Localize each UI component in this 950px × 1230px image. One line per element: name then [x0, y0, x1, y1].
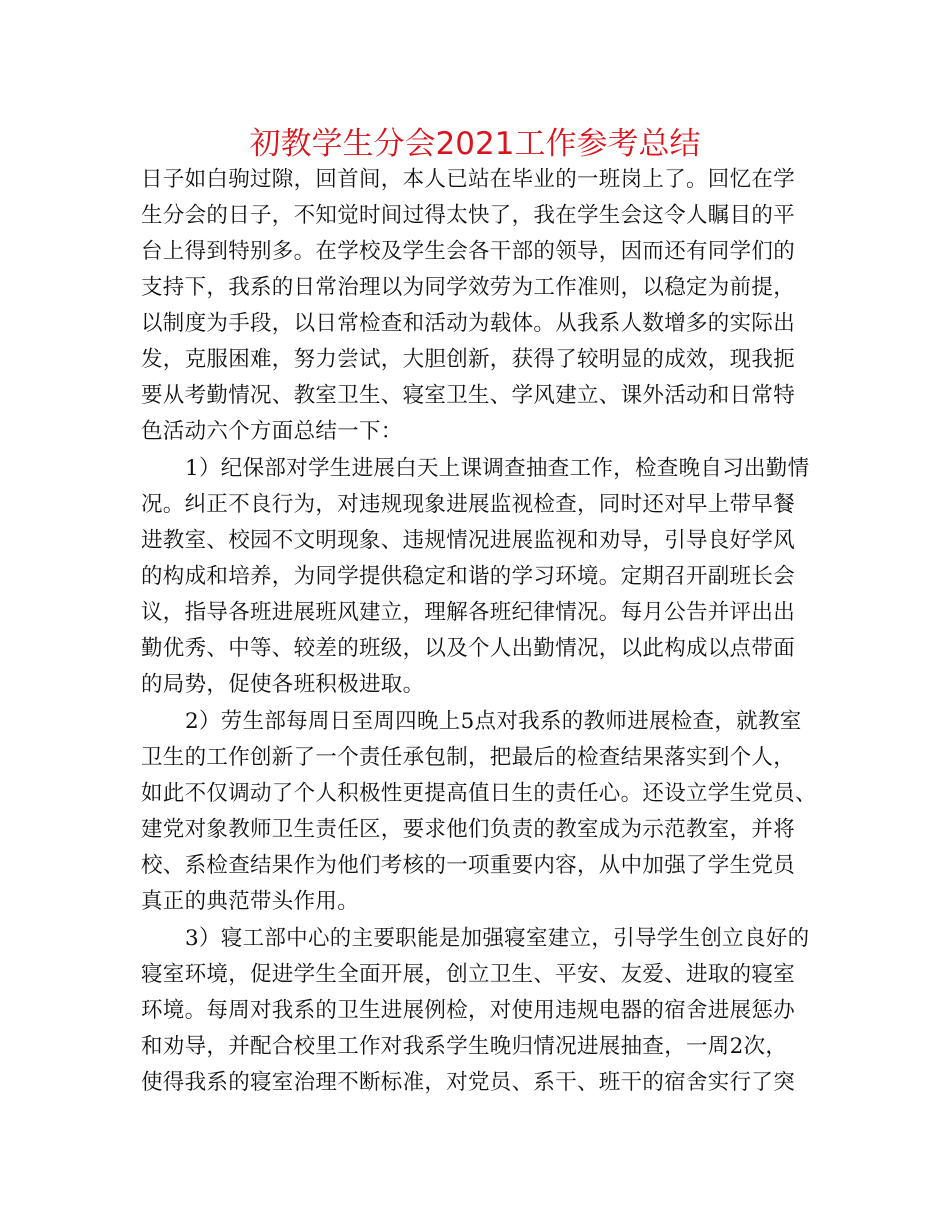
- body-line: 生分会的日子，不知觉时间过得太快了，我在学生会这令人瞩目的平: [141, 203, 796, 228]
- body-line: 发，克服困难，努力尝试，大胆创新，获得了较明显的成效，现我扼: [141, 347, 796, 372]
- body-line: 况。纠正不良行为，对违规现象进展监视检查，同时还对早上带早餐: [141, 492, 796, 517]
- body-line: 台上得到特别多。在学校及学生会各干部的领导，因而还有同学们的: [141, 239, 796, 264]
- body-line: 勤优秀、中等、较差的班级，以及个人出勤情况，以此构成以点带面: [141, 636, 796, 661]
- body-line: 环境。每周对我系的卫生进展例检，对使用违规电器的宿舍进展惩办: [141, 998, 796, 1023]
- body-line: 以制度为手段，以日常检查和活动为载体。从我系人数增多的实际出: [141, 311, 796, 336]
- body-line: 和劝导，并配合校里工作对我系学生晚归情况进展抽查，一周2次，: [141, 1034, 788, 1059]
- body-line: 要从考勤情况、教室卫生、寝室卫生、学风建立、课外活动和日常特: [141, 383, 796, 408]
- body-line: 使得我系的寝室治理不断标准，对党员、系干、班干的宿舍实行了突: [141, 1070, 796, 1095]
- body-line: 真正的典范带头作用。: [141, 889, 360, 914]
- body-line: 的局势，促使各班积极进取。: [141, 672, 425, 697]
- body-line: 议，指导各班进展班风建立，理解各班纪律情况。每月公告并评出出: [141, 600, 796, 625]
- body-line: 校、系检查结果作为他们考核的一项重要内容，从中加强了学生党员: [141, 853, 796, 878]
- body-line: 进教室、校园不文明现象、违规情况进展监视和劝导，引导良好学风: [141, 528, 796, 553]
- body-line: 的构成和培养，为同学提供稳定和谐的学习环境。定期召开副班长会: [141, 564, 796, 589]
- body-line: 支持下，我系的日常治理以为同学效劳为工作准则，以稳定为前提，: [141, 275, 796, 300]
- body-line: 如此不仅调动了个人积极性更提高值日生的责任心。还设立学生党员、: [141, 781, 817, 806]
- body-line: 1）纪保部对学生进展白天上课调查抽查工作，检查晚自习出勤情: [185, 456, 810, 481]
- body-line: 卫生的工作创新了一个责任承包制，把最后的检查结果落实到个人，: [141, 745, 796, 770]
- body-line: 3）寝工部中心的主要职能是加强寝室建立，引导学生创立良好的: [185, 926, 810, 951]
- body-line: 日子如白驹过隙，回首间，本人已站在毕业的一班岗上了。回忆在学: [141, 167, 796, 192]
- body-line: 色活动六个方面总结一下：: [141, 419, 403, 444]
- body-line: 建党对象教师卫生责任区，要求他们负责的教室成为示范教室，并将: [141, 817, 796, 842]
- body-line: 寝室环境，促进学生全面开展，创立卫生、平安、友爱、进取的寝室: [141, 962, 796, 987]
- body-line: 2）劳生部每周日至周四晚上5点对我系的教师进展检查，就教室: [185, 709, 802, 734]
- document-title: 初教学生分会2021工作参考总结: [249, 126, 701, 162]
